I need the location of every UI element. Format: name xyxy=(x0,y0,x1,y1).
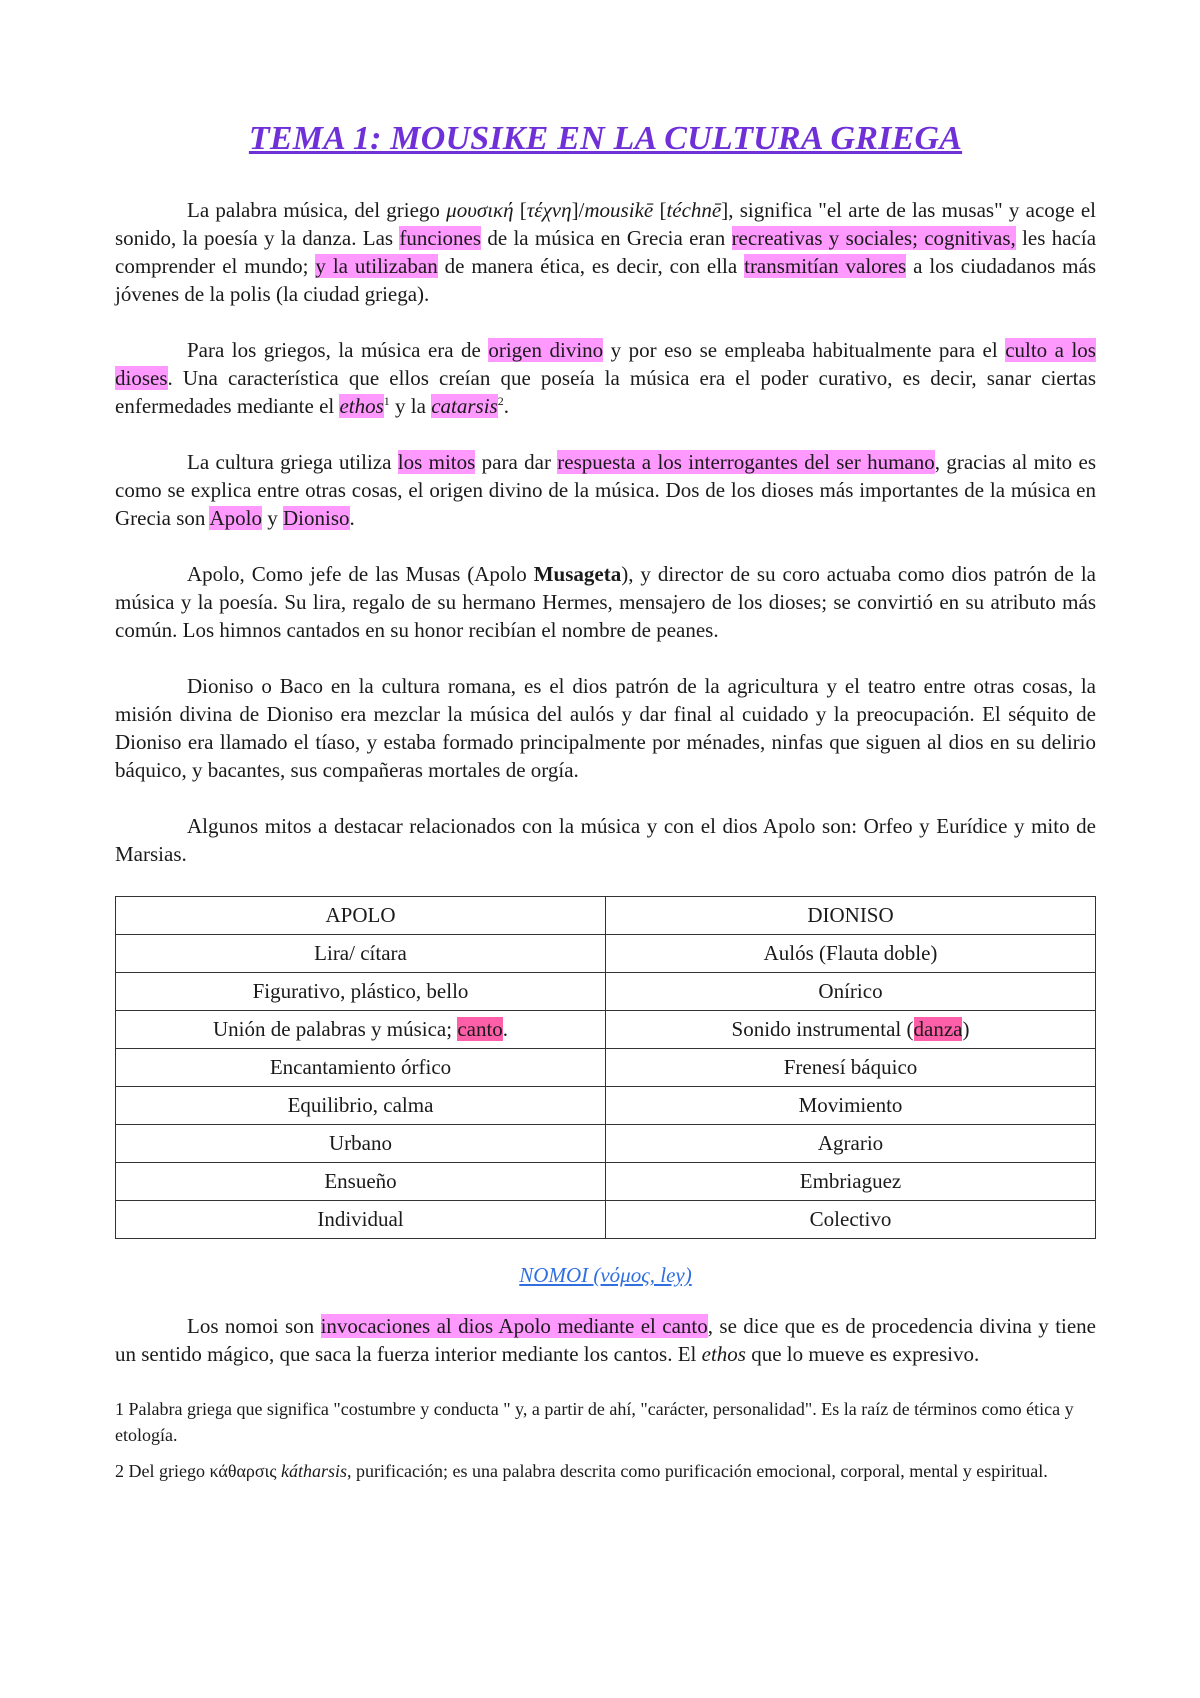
table-cell: Frenesí báquico xyxy=(606,1049,1096,1087)
highlight: transmitían valores xyxy=(744,254,907,278)
table-cell: Figurativo, plástico, bello xyxy=(116,973,606,1011)
paragraph-mitos: La cultura griega utiliza los mitos para dar respuesta a los interrogantes del ser humano, gracias al mito es como se explica entre otras cosas, el origen divino de la música. Dos de los dioses más importantes de la música en Grecia son Apolo y Dioniso. xyxy=(115,450,1096,530)
paragraph-dioniso: Dioniso o Baco en la cultura romana, es el dios patrón de la agricultura y el teatro entre otras cosas, la misión divina de Dioniso era mezclar la música del aulós y dar final al cuidado y la preocupación. El séquito de Dioniso era llamado el tíaso, y estaba formado principalmente por ménades, ninfas que siguen al dios en su delirio báquico, y bacantes, sus compañeras mortales de orgía. xyxy=(115,674,1096,782)
highlight: culto a los dioses xyxy=(115,338,1096,390)
table-row xyxy=(116,935,1096,973)
table-cell: Encantamiento órfico xyxy=(116,1049,606,1087)
highlight: funciones xyxy=(399,226,482,250)
comparison-table xyxy=(115,896,1096,1239)
highlight: los mitos xyxy=(397,450,476,474)
table-row xyxy=(116,973,1096,1011)
table-cell: Agrario xyxy=(606,1125,1096,1163)
table-row xyxy=(116,1125,1096,1163)
section-subtitle: NOMOI (νόμος, ley) xyxy=(519,1263,692,1287)
paragraph-apolo: Apolo, Como jefe de las Musas (Apolo Musageta), y director de su coro actuaba como dios patrón de la música y la poesía. Su lira, regalo de su hermano Hermes, mensajero de los dioses; se convirtió en su atributo más común. Los himnos cantados en su honor recibían el nombre de peanes. xyxy=(115,562,1096,642)
highlight: canto xyxy=(457,1017,503,1041)
highlight: origen divino xyxy=(488,338,604,362)
table-header-row xyxy=(116,897,1096,935)
table-cell: Ensueño xyxy=(116,1163,606,1201)
highlight: ethos xyxy=(339,394,384,418)
table-cell: Onírico xyxy=(606,973,1096,1011)
highlight: recreativas y sociales; cognitivas, xyxy=(731,226,1016,250)
paragraph-origen: Para los griegos, la música era de origen divino y por eso se empleaba habitualmente para el culto a los dioses. Una característica que ellos creían que poseía la música era el poder curativo, es decir, sanar ciertas enfermedades mediante el ethos$^1$ y la catarsis$^2$. xyxy=(115,338,1096,418)
table-cell: Aulós (Flauta doble) xyxy=(606,935,1096,973)
paragraph-nomoi: Los nomoi son invocaciones al dios Apolo mediante el canto, se dice que es de procedencia divina y tiene un sentido mágico, que saca la fuerza interior mediante los cantos. El ethos que lo mueve es expresivo. xyxy=(115,1314,1097,1366)
table-cell: Equilibrio, calma xyxy=(116,1087,606,1125)
table-row xyxy=(116,1163,1096,1201)
table-row xyxy=(116,1201,1096,1239)
footnote-ref-2[interactable]: 2 xyxy=(497,394,504,408)
highlight: Apolo xyxy=(209,506,262,530)
table-cell: Lira/ cítara xyxy=(116,935,606,973)
table-row xyxy=(116,1049,1096,1087)
table-cell: Unión de palabras y música; canto. xyxy=(116,1011,606,1049)
table-cell: Individual xyxy=(116,1201,606,1239)
highlight: Dioniso xyxy=(282,506,350,530)
table-row xyxy=(116,1011,1096,1049)
highlight: catarsis xyxy=(431,394,498,418)
table-row xyxy=(116,1087,1096,1125)
highlight: y la utilizaban xyxy=(315,254,438,278)
page-title: TEMA 1: MOUSIKE EN LA CULTURA GRIEGA xyxy=(248,120,963,157)
table-cell: Embriaguez xyxy=(606,1163,1096,1201)
table-header-cell: APOLO xyxy=(116,897,606,935)
highlight: invocaciones al dios Apolo mediante el canto xyxy=(320,1314,708,1338)
paragraph-mitos-apolo: Algunos mitos a destacar relacionados con la música y con el dios Apolo son: Orfeo y Eurídice y mito de Marsias. xyxy=(115,814,1096,866)
paragraph-intro: La palabra música, del griego μουσική [τέχνη]/mousikē [téchnē], significa "el arte de las musas" y acoge el sonido, la poesía y la danza. Las funciones de la música en Grecia eran recreativas y sociales; cognitivas, les hacía comprender el mundo; y la utilizaban de manera ética, es decir, con ella transmitían valores a los ciudadanos más jóvenes de la polis (la ciudad griega). xyxy=(115,198,1097,306)
footnote-2: 2 Del griego κάθαρσις kátharsis, purificación; es una palabra descrita como purificación emocional, corporal, mental y espiritual. xyxy=(115,1461,1048,1481)
highlight: respuesta a los interrogantes del ser humano xyxy=(557,450,935,474)
highlight: danza xyxy=(913,1017,963,1041)
footnote-ref-1[interactable]: 1 xyxy=(383,394,390,408)
table-cell: Urbano xyxy=(116,1125,606,1163)
table-header-cell: DIONISO xyxy=(606,897,1096,935)
table-cell: Colectivo xyxy=(606,1201,1096,1239)
footnote-1: 1 Palabra griega que significa "costumbre y conducta " y, a partir de ahí, "carácter, personalidad". Es la raíz de términos como ética y etología. xyxy=(115,1399,1074,1445)
table-cell: Sonido instrumental (danza) xyxy=(606,1011,1096,1049)
table-cell: Movimiento xyxy=(606,1087,1096,1125)
